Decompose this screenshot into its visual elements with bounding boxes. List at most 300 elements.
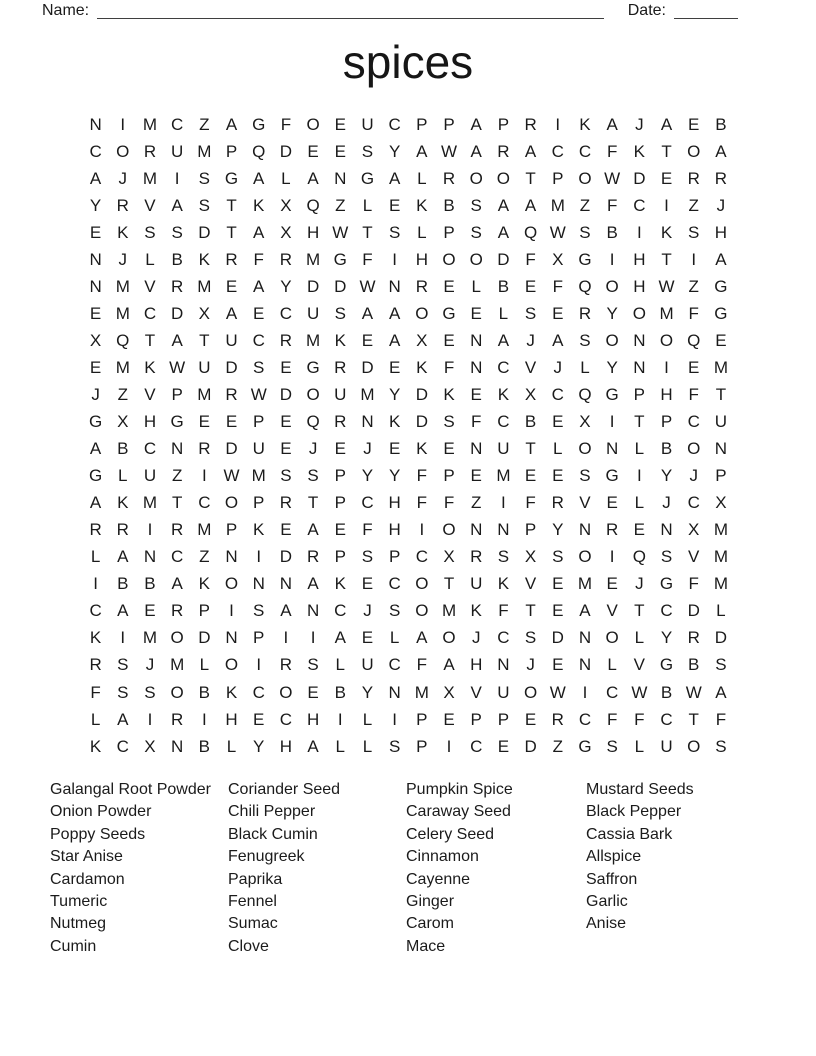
grid-letter: U <box>361 655 374 675</box>
grid-letter: E <box>225 276 238 296</box>
word-list-item: Poppy Seeds <box>50 825 146 843</box>
grid-letter: E <box>552 303 564 323</box>
grid-letter: J <box>145 655 155 675</box>
grid-letter: K <box>198 249 211 269</box>
grid-letter: X <box>198 303 211 323</box>
word-search-grid <box>82 111 735 760</box>
grid-letter: W <box>604 168 621 188</box>
grid-letter: H <box>225 709 238 729</box>
grid-letter: A <box>715 682 727 702</box>
grid-letter: X <box>144 736 156 756</box>
grid-letter: E <box>334 114 346 134</box>
grid-letter: S <box>552 547 564 567</box>
grid-letter: P <box>334 547 346 567</box>
grid-letter: A <box>715 249 727 269</box>
grid-letter: D <box>361 357 374 377</box>
grid-letter: T <box>688 709 699 729</box>
grid-letter: E <box>225 412 238 432</box>
grid-letter: H <box>633 276 646 296</box>
grid-letter: G <box>252 114 266 134</box>
grid-letter: J <box>689 466 698 486</box>
grid-letter: K <box>253 195 265 215</box>
grid-letter: K <box>660 222 673 242</box>
grid-letter: T <box>634 412 645 432</box>
grid-letter: S <box>253 357 265 377</box>
grid-letter: S <box>388 736 401 756</box>
grid-letter: S <box>361 547 374 567</box>
grid-letter: W <box>549 222 566 242</box>
grid-letter: E <box>470 384 482 404</box>
grid-letter: J <box>553 357 563 377</box>
grid-letter: B <box>688 655 700 675</box>
grid-letter: L <box>90 547 101 567</box>
grid-letter: D <box>171 303 184 323</box>
grid-letter: N <box>470 520 483 540</box>
grid-letter: N <box>171 736 184 756</box>
grid-letter: N <box>633 330 646 350</box>
grid-letter: L <box>580 357 590 377</box>
grid-letter: C <box>497 412 510 432</box>
grid-letter: S <box>198 168 211 188</box>
grid-letter: B <box>497 276 510 296</box>
word-list-item: Nutmeg <box>50 915 107 933</box>
grid-letter: J <box>91 384 100 404</box>
grid-letter: E <box>524 466 537 486</box>
word-list-item: Pumpkin Spice <box>406 781 513 798</box>
word-list-item: Black Pepper <box>586 803 682 821</box>
grid-letter: M <box>713 520 728 540</box>
grid-letter: Y <box>388 384 401 404</box>
grid-letter: M <box>306 330 321 350</box>
grid-letter: A <box>117 709 129 729</box>
grid-letter: C <box>606 682 619 702</box>
word-list-item: Sumac <box>228 915 278 933</box>
grid-letter: I <box>147 709 153 729</box>
grid-letter: X <box>280 222 292 242</box>
grid-letter: V <box>606 601 618 621</box>
grid-letter: T <box>715 384 727 404</box>
grid-letter: A <box>89 439 102 459</box>
grid-letter: D <box>225 357 238 377</box>
grid-letter: D <box>633 168 646 188</box>
grid-letter: E <box>497 736 510 756</box>
grid-letter: F <box>606 195 618 215</box>
grid-letter: N <box>578 628 592 648</box>
grid-letter: W <box>250 384 267 404</box>
grid-letter: F <box>416 655 428 675</box>
grid-letter: F <box>525 249 536 269</box>
grid-letter: E <box>524 709 537 729</box>
grid-letter: E <box>443 330 455 350</box>
grid-letter: D <box>415 384 428 404</box>
grid-letter: U <box>497 439 510 459</box>
grid-letter: S <box>524 303 537 323</box>
word-list-item: Galangal Root Powder <box>50 781 211 798</box>
grid-letter: K <box>416 357 428 377</box>
grid-letter: L <box>335 736 346 756</box>
grid-letter: M <box>251 466 266 486</box>
grid-letter: F <box>280 114 292 134</box>
grid-letter: Z <box>335 195 346 215</box>
grid-letter: E <box>307 682 319 702</box>
grid-letter: Q <box>252 141 266 161</box>
grid-letter: R <box>714 168 728 188</box>
grid-letter: G <box>714 276 728 296</box>
grid-letter: E <box>388 357 401 377</box>
word-list-item: Cumin <box>50 937 97 955</box>
grid-letter: D <box>334 276 347 296</box>
grid-letter: U <box>143 466 157 486</box>
grid-letter: G <box>578 249 592 269</box>
grid-letter: E <box>280 357 292 377</box>
grid-letter: T <box>307 493 319 513</box>
grid-letter: F <box>688 303 699 323</box>
grid-letter: Z <box>471 493 482 513</box>
grid-letter: F <box>443 357 455 377</box>
page-title: spices <box>342 36 474 88</box>
grid-letter: G <box>170 412 184 432</box>
grid-letter: O <box>605 628 619 648</box>
grid-letter: V <box>579 493 591 513</box>
grid-letter: P <box>416 736 428 756</box>
grid-letter: E <box>715 330 727 350</box>
grid-letter: C <box>497 628 510 648</box>
grid-letter: S <box>144 222 156 242</box>
grid-letter: L <box>226 736 237 756</box>
grid-letter: L <box>417 168 427 188</box>
grid-letter: Z <box>552 736 563 756</box>
grid-letter: P <box>715 466 727 486</box>
grid-letter: Y <box>606 357 618 377</box>
grid-letter: E <box>606 493 618 513</box>
grid-letter: R <box>279 249 293 269</box>
grid-letter: N <box>279 574 293 594</box>
grid-letter: E <box>606 574 618 594</box>
grid-letter: O <box>687 141 701 161</box>
grid-letter: C <box>551 384 564 404</box>
grid-letter: S <box>470 195 482 215</box>
word-list-item: Mace <box>406 937 446 955</box>
grid-letter: N <box>334 168 347 188</box>
grid-letter: E <box>89 303 102 323</box>
grid-letter: E <box>552 655 564 675</box>
grid-letter: H <box>714 222 728 242</box>
grid-letter: H <box>660 384 673 404</box>
grid-letter: J <box>118 168 128 188</box>
grid-letter: L <box>607 655 617 675</box>
grid-letter: E <box>552 574 564 594</box>
word-list-item: Caraway Seed <box>406 803 511 821</box>
grid-letter: O <box>659 330 674 350</box>
grid-letter: J <box>662 493 671 513</box>
grid-letter: A <box>117 601 129 621</box>
grid-letter: F <box>416 466 428 486</box>
grid-letter: A <box>361 303 374 323</box>
grid-letter: O <box>279 682 293 702</box>
grid-letter: U <box>171 141 184 161</box>
grid-letter: A <box>660 114 673 134</box>
grid-letter: M <box>414 682 429 702</box>
grid-letter: R <box>171 276 184 296</box>
grid-letter: L <box>634 628 645 648</box>
grid-letter: K <box>117 493 129 513</box>
grid-letter: R <box>116 520 129 540</box>
grid-letter: C <box>551 141 564 161</box>
grid-letter: A <box>171 195 183 215</box>
grid-letter: N <box>497 520 510 540</box>
grid-letter: B <box>144 574 156 594</box>
grid-letter: I <box>582 682 588 702</box>
grid-letter: O <box>415 303 429 323</box>
grid-letter: E <box>198 412 211 432</box>
grid-letter: D <box>415 412 428 432</box>
grid-letter: E <box>89 222 102 242</box>
grid-letter: O <box>224 493 239 513</box>
grid-letter: D <box>497 249 510 269</box>
grid-letter: P <box>633 384 646 404</box>
grid-letter: E <box>388 195 401 215</box>
grid-letter: C <box>171 114 184 134</box>
grid-letter: P <box>552 168 564 188</box>
grid-letter: N <box>578 520 592 540</box>
grid-letter: P <box>334 466 346 486</box>
grid-letter: Y <box>388 466 401 486</box>
grid-letter: A <box>253 276 265 296</box>
grid-letter: D <box>225 439 238 459</box>
grid-letter: I <box>555 114 561 134</box>
grid-letter: M <box>197 384 212 404</box>
word-list-item: Allspice <box>586 848 642 866</box>
grid-letter: K <box>89 736 102 756</box>
grid-letter: G <box>333 249 347 269</box>
grid-letter: I <box>310 628 316 648</box>
grid-letter: L <box>634 493 645 513</box>
word-list <box>50 779 764 958</box>
grid-letter: R <box>279 655 293 675</box>
grid-letter: R <box>551 493 564 513</box>
grid-letter: O <box>578 547 592 567</box>
grid-letter: G <box>659 574 674 594</box>
grid-letter: A <box>253 168 265 188</box>
grid-letter: L <box>553 439 563 459</box>
grid-letter: Q <box>306 412 320 432</box>
grid-letter: U <box>198 357 211 377</box>
grid-letter: N <box>470 439 483 459</box>
grid-letter: K <box>144 357 156 377</box>
grid-letter: P <box>253 628 265 648</box>
grid-letter: L <box>389 628 400 648</box>
grid-letter: A <box>416 628 428 648</box>
grid-letter: O <box>496 168 511 188</box>
grid-letter: L <box>90 709 101 729</box>
grid-letter: H <box>279 736 293 756</box>
grid-letter: X <box>416 330 428 350</box>
grid-letter: A <box>171 330 183 350</box>
grid-letter: Q <box>578 384 592 404</box>
grid-letter: N <box>388 682 401 702</box>
grid-letter: X <box>117 412 129 432</box>
grid-letter: C <box>334 601 347 621</box>
grid-letter: Y <box>660 628 673 648</box>
grid-letter: A <box>470 114 482 134</box>
grid-letter: S <box>579 466 591 486</box>
grid-letter: I <box>256 547 262 567</box>
grid-letter: K <box>416 195 428 215</box>
grid-letter: R <box>198 439 211 459</box>
grid-letter: S <box>470 222 482 242</box>
grid-letter: P <box>660 412 673 432</box>
grid-letter: L <box>362 195 373 215</box>
grid-letter: B <box>198 682 211 702</box>
grid-letter: M <box>659 303 674 323</box>
grid-letter: I <box>256 655 262 675</box>
grid-letter: K <box>198 574 211 594</box>
grid-letter: Y <box>388 141 401 161</box>
grid-letter: A <box>524 195 537 215</box>
grid-letter: B <box>198 736 211 756</box>
grid-letter: A <box>225 303 238 323</box>
grid-letter: M <box>115 276 130 296</box>
grid-letter: T <box>199 330 210 350</box>
grid-letter: L <box>634 736 645 756</box>
grid-letter: D <box>279 384 293 404</box>
grid-letter: M <box>115 357 130 377</box>
grid-letter: E <box>334 439 346 459</box>
grid-letter: I <box>337 709 343 729</box>
grid-letter: R <box>89 655 102 675</box>
grid-letter: O <box>415 574 429 594</box>
grid-letter: P <box>443 222 455 242</box>
grid-letter: I <box>120 628 126 648</box>
grid-letter: D <box>687 601 700 621</box>
grid-letter: A <box>388 330 401 350</box>
grid-letter: C <box>388 114 401 134</box>
grid-letter: I <box>147 520 153 540</box>
grid-letter: I <box>93 574 98 594</box>
grid-letter: V <box>524 357 537 377</box>
name-label: Name: <box>42 2 90 19</box>
grid-letter: B <box>117 574 129 594</box>
grid-letter: E <box>144 601 156 621</box>
grid-letter: K <box>117 222 129 242</box>
grid-letter: I <box>229 601 234 621</box>
grid-letter: S <box>606 736 618 756</box>
grid-letter: R <box>415 276 428 296</box>
grid-letter: M <box>713 547 728 567</box>
grid-letter: E <box>334 520 346 540</box>
grid-letter: X <box>579 412 591 432</box>
word-list-item: Coriander Seed <box>228 781 341 798</box>
grid-letter: O <box>605 276 619 296</box>
grid-letter: T <box>226 222 237 242</box>
grid-letter: S <box>253 601 265 621</box>
grid-letter: P <box>171 384 183 404</box>
grid-letter: C <box>116 736 129 756</box>
grid-letter: O <box>116 141 130 161</box>
grid-letter: O <box>632 303 646 323</box>
grid-letter: I <box>419 520 425 540</box>
grid-letter: O <box>687 736 701 756</box>
date-label: Date: <box>627 2 666 19</box>
grid-letter: O <box>306 114 320 134</box>
grid-letter: J <box>635 574 644 594</box>
grid-letter: S <box>334 303 346 323</box>
grid-letter: J <box>471 628 481 648</box>
grid-letter: P <box>443 466 455 486</box>
grid-letter: E <box>89 357 102 377</box>
grid-letter: J <box>716 195 726 215</box>
grid-letter: Q <box>523 222 538 242</box>
grid-letter: I <box>392 709 398 729</box>
grid-letter: R <box>606 520 619 540</box>
grid-letter: M <box>306 249 321 269</box>
grid-letter: W <box>549 682 566 702</box>
grid-letter: N <box>306 601 320 621</box>
grid-letter: H <box>633 249 646 269</box>
grid-letter: N <box>143 547 157 567</box>
grid-letter: Z <box>688 276 699 296</box>
grid-letter: O <box>442 249 456 269</box>
grid-letter: C <box>252 682 265 702</box>
grid-letter: L <box>471 276 481 296</box>
grid-letter: R <box>225 384 238 404</box>
name-blank-line <box>97 3 604 19</box>
grid-letter: C <box>633 195 646 215</box>
grid-letter: C <box>470 736 483 756</box>
grid-letter: G <box>659 655 674 675</box>
grid-letter: M <box>197 141 212 161</box>
grid-letter: F <box>253 249 264 269</box>
grid-letter: V <box>144 195 156 215</box>
grid-letter: E <box>280 439 292 459</box>
grid-letter: M <box>142 493 158 513</box>
grid-letter: K <box>225 682 238 702</box>
grid-letter: E <box>361 574 374 594</box>
grid-letter: O <box>687 439 701 459</box>
grid-letter: X <box>89 330 102 350</box>
grid-letter: J <box>635 114 644 134</box>
word-list-item: Cayenne <box>406 870 471 888</box>
grid-letter: X <box>443 682 455 702</box>
grid-letter: V <box>144 384 156 404</box>
grid-letter: R <box>279 330 293 350</box>
grid-letter: U <box>470 574 483 594</box>
grid-letter: H <box>388 493 401 513</box>
grid-letter: H <box>143 412 157 432</box>
grid-letter: P <box>225 141 238 161</box>
grid-letter: H <box>388 520 401 540</box>
grid-letter: I <box>446 736 452 756</box>
grid-letter: Y <box>606 303 618 323</box>
word-list-item: Paprika <box>228 870 283 888</box>
grid-letter: J <box>526 655 535 675</box>
grid-letter: C <box>388 655 401 675</box>
grid-letter: K <box>633 141 646 161</box>
grid-letter: K <box>388 412 401 432</box>
grid-letter: K <box>89 628 102 648</box>
grid-letter: S <box>688 222 700 242</box>
grid-letter: G <box>360 168 375 188</box>
grid-letter: L <box>118 466 128 486</box>
grid-letter: H <box>415 249 428 269</box>
word-list-column <box>228 779 406 958</box>
grid-letter: W <box>685 682 702 702</box>
grid-letter: I <box>201 466 207 486</box>
word-list-item: Carom <box>406 915 455 933</box>
grid-letter: C <box>687 412 700 432</box>
grid-letter: S <box>715 736 727 756</box>
grid-letter: P <box>225 520 238 540</box>
